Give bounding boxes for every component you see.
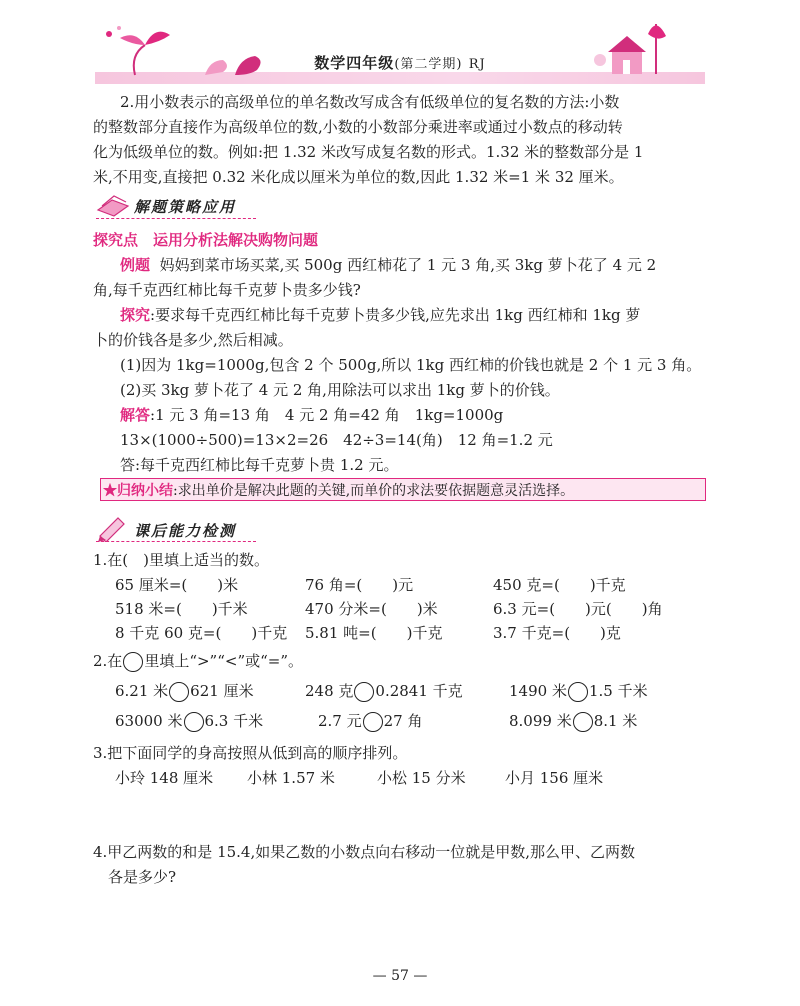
intro-line-4: 米,不用变,直接把 0.32 米化成以厘米为单位的数,因此 1.32 米=1 米 32 厘米。	[93, 168, 624, 186]
q1-item: 5.81 吨=( )千克	[305, 624, 443, 642]
intro-line-3: 化为低级单位的数。例如:把 1.32 米改写成复名数的形式。1.32 米的整数部分是 1	[93, 143, 644, 161]
q2-text-a: 2.在	[93, 652, 123, 670]
compare-circle[interactable]	[354, 682, 374, 702]
compare-circle[interactable]	[573, 712, 593, 732]
q2-item	[509, 712, 637, 732]
answer-label: 解答	[120, 406, 151, 424]
q1-item: 450 克=( )千克	[493, 576, 626, 594]
q2-text-b: 里填上“>”“<”或“=”。	[144, 652, 304, 670]
q2-left: 1490 米	[509, 682, 567, 700]
header-title: 数学四年级	[314, 54, 395, 72]
summary-label: ★归纳小结	[103, 483, 173, 499]
answer-text-1: :1 元 3 角=13 角 4 元 2 角=42 角 1kg=1000g	[150, 406, 504, 424]
q2-right: 6.3 千米	[204, 712, 264, 730]
q1-item: 6.3 元=( )元( )角	[493, 600, 663, 618]
q2-right: 621 厘米	[190, 682, 254, 700]
q1-item: 3.7 千克=( )克	[493, 624, 621, 642]
explore-point: 探究点 运用分析法解决购物问题	[93, 231, 319, 249]
header-edition: RJ	[468, 57, 486, 72]
q1-item: 518 米=( )千米	[115, 600, 248, 618]
strategy-heading: 解题策略应用	[134, 198, 237, 216]
compare-circle[interactable]	[169, 682, 189, 702]
q2-item	[115, 712, 263, 732]
explore-line-2: 卜的价钱各是多少,然后相减。	[93, 331, 293, 349]
step-2: (2)买 3kg 萝卜花了 4 元 2 角,用除法可以求出 1kg 萝卜的价钱。	[120, 381, 560, 399]
q2-right: 0.2841 千克	[375, 682, 463, 700]
intro-line-1: 2.用小数表示的高级单位的单名数改写成含有低级单位的复名数的方法:小数	[120, 93, 620, 111]
q3-item: 小月 156 厘米	[505, 769, 604, 787]
book-icon	[96, 192, 132, 218]
example-line-1	[120, 256, 656, 274]
question-3: 3.把下面同学的身高按照从低到高的顺序排列。	[93, 744, 408, 762]
q2-item	[318, 712, 422, 732]
header-subtitle: (第二学期)	[394, 57, 463, 72]
q2-left: 248 克	[305, 682, 354, 700]
question-4-line-1: 4.甲乙两数的和是 15.4,如果乙数的小数点向右移动一位就是甲数,那么甲、乙两数	[93, 843, 636, 861]
q2-left: 6.21 米	[115, 682, 169, 700]
page-number: — 57 —	[372, 968, 428, 984]
q2-right: 27 角	[383, 712, 423, 730]
q2-left: 63000 米	[115, 712, 183, 730]
q1-item: 8 千克 60 克=( )千克	[115, 624, 288, 642]
q1-item: 470 分米=( )米	[305, 600, 438, 618]
explore-label: 探究	[120, 306, 151, 324]
compare-circle[interactable]	[568, 682, 588, 702]
page-header	[0, 52, 800, 73]
summary	[103, 480, 574, 500]
explore-text-1: :要求每千克西红柿比每千克萝卜贵多少钱,应先求出 1kg 西红柿和 1kg 萝	[150, 306, 641, 324]
q1-item: 76 角=( )元	[305, 576, 414, 594]
explore-line-1	[120, 306, 640, 324]
q2-item	[509, 682, 648, 702]
compare-circle[interactable]	[363, 712, 383, 732]
q2-item	[115, 682, 254, 702]
compare-circle[interactable]	[184, 712, 204, 732]
q2-right: 1.5 千米	[588, 682, 648, 700]
example-line-2: 角,每千克西红柿比每千克萝卜贵多少钱?	[93, 281, 361, 299]
q3-item: 小林 1.57 米	[247, 769, 335, 787]
q2-left: 2.7 元	[318, 712, 362, 730]
q2-item	[305, 682, 463, 702]
practice-heading: 课后能力检测	[134, 522, 237, 540]
example-label: 例题	[120, 256, 151, 274]
example-text-1: 妈妈到菜市场买菜,买 500g 西红柿花了 1 元 3 角,买 3kg 萝卜花了 4 元 2	[159, 256, 657, 274]
question-1: 1.在( )里填上适当的数。	[93, 551, 270, 569]
pencil-icon	[96, 514, 130, 542]
question-2	[93, 652, 303, 672]
answer-line-1	[120, 406, 503, 424]
blank-circle	[123, 652, 143, 672]
intro-line-2: 的整数部分直接作为高级单位的数,小数的小数部分乘进率或通过小数点的移动转	[93, 118, 623, 136]
q3-item: 小松 15 分米	[377, 769, 466, 787]
strategy-underline	[96, 218, 256, 219]
q2-left: 8.099 米	[509, 712, 572, 730]
answer-line-2: 13×(1000÷500)=13×2=26 42÷3=14(角) 12 角=1.2 元	[120, 431, 553, 449]
summary-text: :求出单价是解决此题的关键,而单价的求法要依据题意灵活选择。	[173, 483, 575, 499]
q3-item: 小玲 148 厘米	[115, 769, 214, 787]
step-1: (1)因为 1kg=1000g,包含 2 个 500g,所以 1kg 西红柿的价钱也就是 2 个 1 元 3 角。	[120, 356, 702, 374]
q1-item: 65 厘米=( )米	[115, 576, 239, 594]
q2-right: 8.1 米	[593, 712, 638, 730]
question-4-line-2: 各是多少?	[108, 868, 177, 886]
practice-underline	[96, 541, 256, 542]
answer-line-3: 答:每千克西红柿比每千克萝卜贵 1.2 元。	[120, 456, 399, 474]
